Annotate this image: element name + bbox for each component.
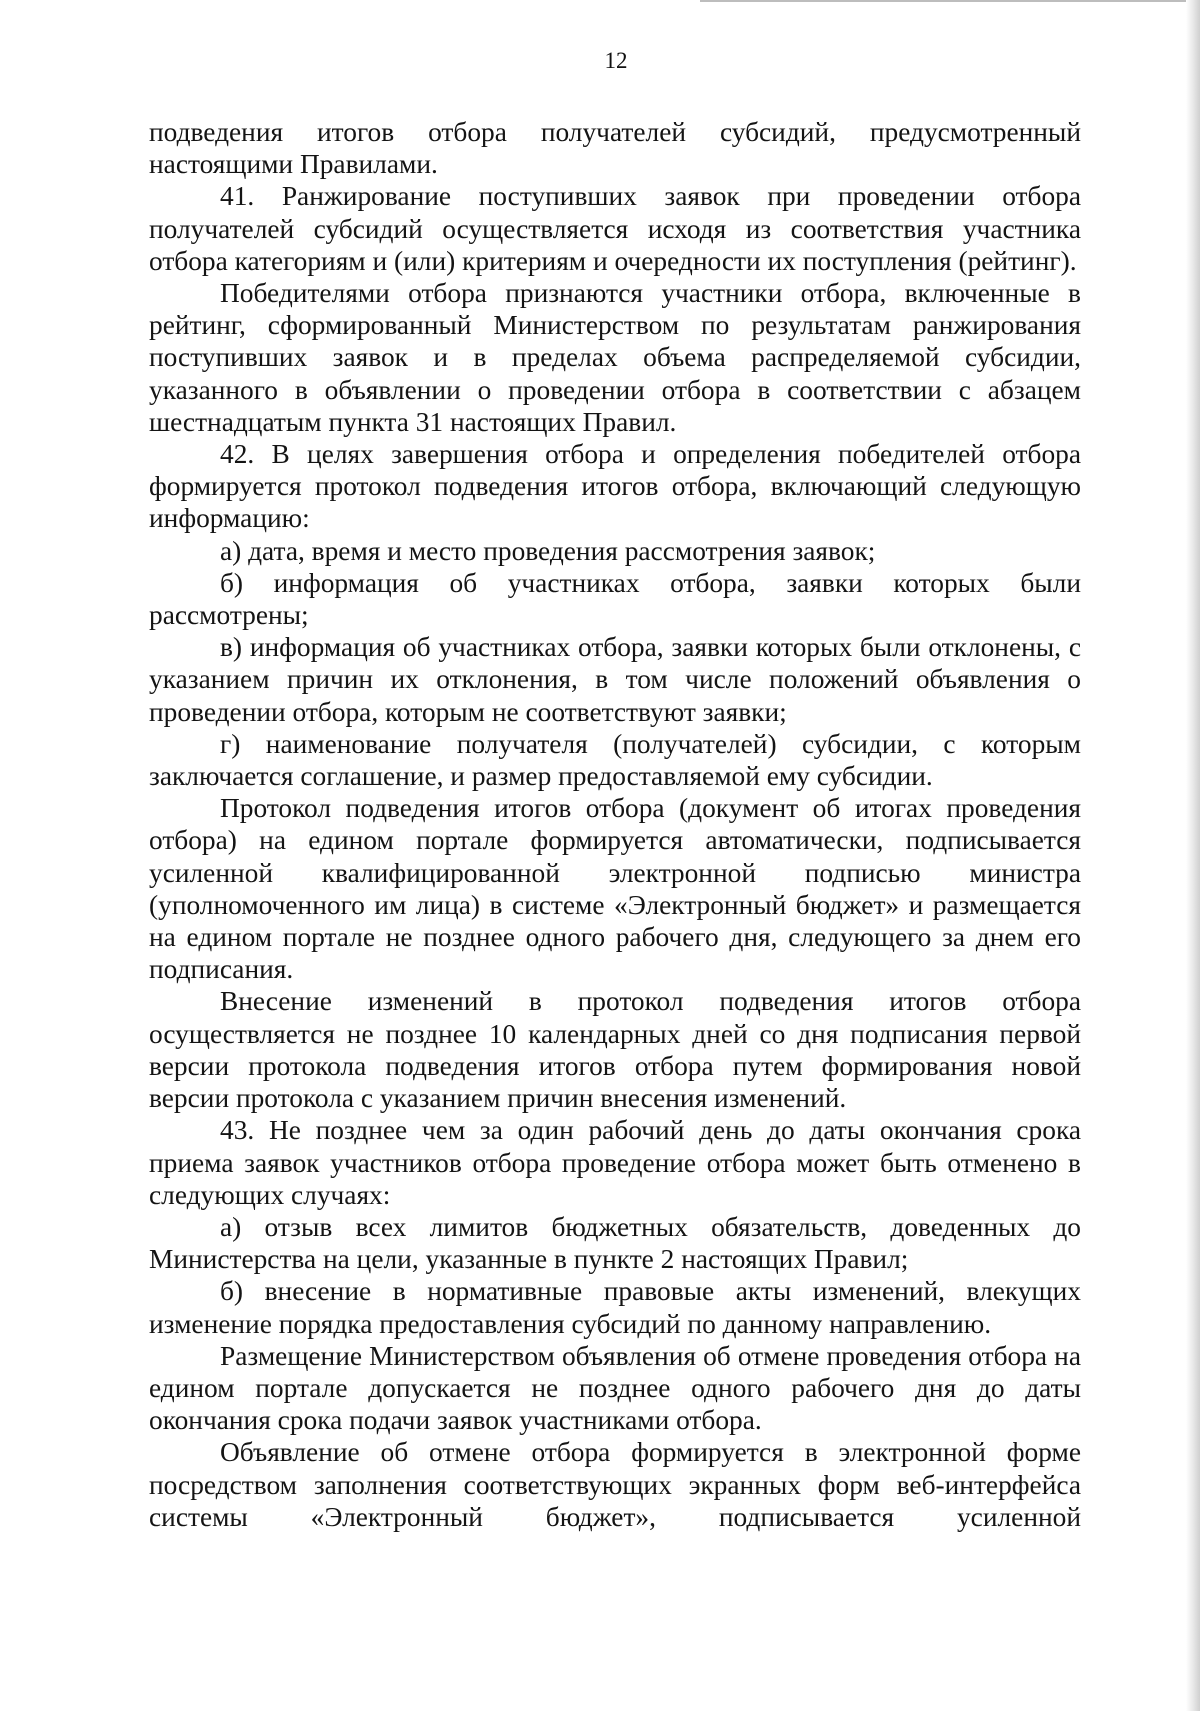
paragraph: г) наименование получателя (получателей) субсидии, с которым заключается соглашение, и размер предоставляемой ему субсидии. [149, 728, 1081, 792]
paragraph-continued: Объявление об отмене отбора формируется в электронной форме посредством заполнения соответствующих экранных форм веб-интерфейса системы «Электронный бюджет», подписывается усиленной [149, 1437, 1081, 1532]
paragraph: а) дата, время и место проведения рассмотрения заявок; [220, 535, 876, 566]
paragraph: б) внесение в нормативные правовые акты изменений, влекущих изменение порядка предоставления субсидий по данному направлению. [149, 1276, 1081, 1339]
paragraph: 43. Не позднее чем за один рабочий день до даты окончания срока приема заявок участников отбора проведение отбора может быть отменено в следующих случаях: [149, 1115, 1081, 1210]
paragraph: Протокол подведения итогов отбора (документ об итогах проведения отбора) на едином портале формируется автоматически, подписывается усиленной квалифицированной электронной подписью министра (уполномоченного им лица) в системе «Электронный бюджет» и размещается на едином портале не позднее одного рабочего дня, следующего за днем его подписания. [149, 793, 1081, 985]
paragraph: 42. В целях завершения отбора и определения победителей отбора формируется протокол подведения итогов отбора, включающий следующую информацию: [149, 439, 1081, 534]
paragraph: Размещение Министерством объявления об отмене проведения отбора на едином портале допускается не позднее одного рабочего дня до даты окончания срока подачи заявок участниками отбора. [149, 1340, 1081, 1436]
paragraph: Внесение изменений в протокол подведения итогов отбора осуществляется не позднее 10 календарных дней со дня подписания первой версии протокола подведения итогов отбора путем формирования новой версии протокола с указанием причин внесения изменений. [149, 986, 1081, 1114]
paragraph: 41. Ранжирование поступивших заявок при проведении отбора получателей субсидий осуществляется исходя из соответствия участника отбора категориям и (или) критериям и очередности их поступления (рейтинг). [149, 181, 1081, 276]
document-body [149, 116, 1081, 1533]
paragraph: подведения итогов отбора получателей субсидий, предусмотренный настоящими Правилами. [149, 117, 1081, 180]
scan-edge-top [700, 0, 1186, 2]
paragraph: а) отзыв всех лимитов бюджетных обязательств, доведенных до Министерства на цели, указанные в пункте 2 настоящих Правил; [149, 1211, 1081, 1275]
paragraph: в) информация об участниках отбора, заявки которых были отклонены, с указанием причин их отклонения, в том числе положений объявления о проведении отбора, которым не соответствуют заявки; [149, 632, 1081, 727]
paragraph: б) информация об участниках отбора, заявки которых были рассмотрены; [149, 567, 1081, 631]
page-number: 12 [604, 48, 628, 73]
scan-edge-right [1186, 0, 1200, 1711]
paragraph: Победителями отбора признаются участники отбора, включенные в рейтинг, сформированный Министерством по результатам ранжирования поступивших заявок и в пределах объема распределяемой субсидии, указанного в объявлении о проведении отбора в соответствии с абзацем шестнадцатым пункта 31 настоящих Правил. [149, 278, 1081, 437]
